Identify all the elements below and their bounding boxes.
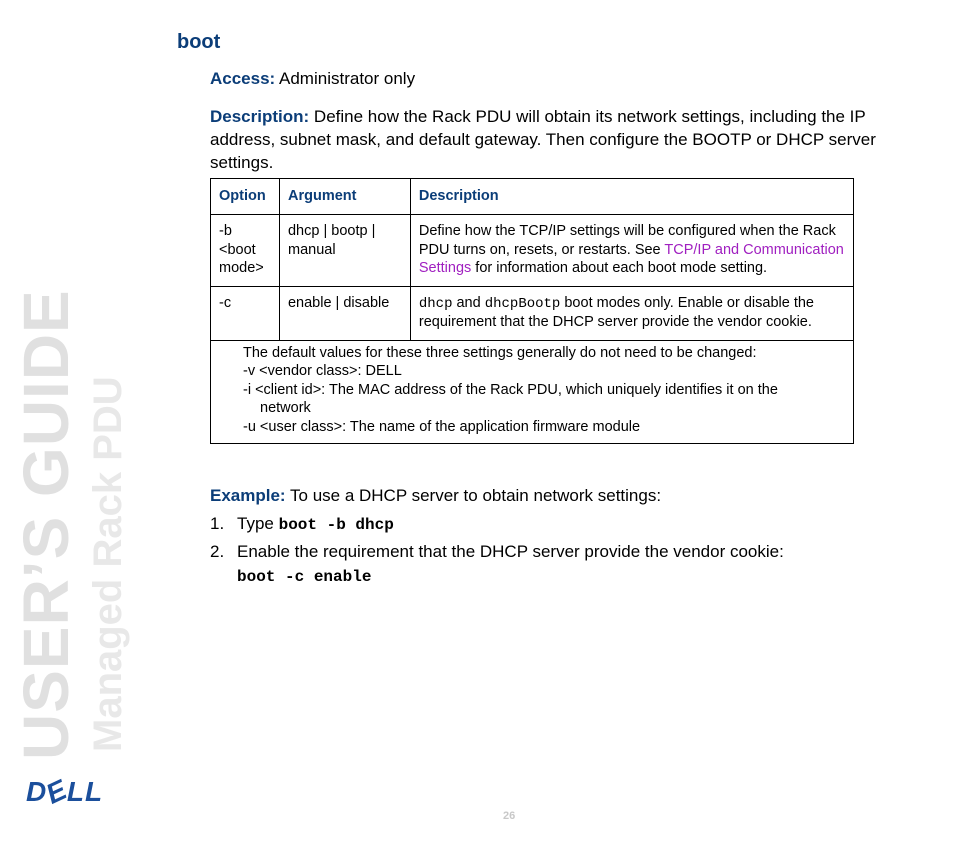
row-description — [410, 286, 853, 340]
code-dhcpbootp: dhcpBootp — [484, 295, 561, 312]
desc-text: and — [452, 294, 485, 311]
table-header-row — [211, 179, 854, 215]
step-code: boot -c enable — [237, 568, 372, 586]
row-argument: enable | disable — [279, 286, 410, 340]
row-option: -c — [211, 286, 280, 340]
note-line: -i <client id>: The MAC address of the Rack PDU, which uniquely identifies it on the — [243, 381, 778, 398]
dell-logo: DELL — [26, 773, 104, 810]
tcpip-settings-link[interactable]: TCP/IP and Communication Settings — [418, 241, 844, 276]
product-name-watermark: Managed Rack PDU — [86, 376, 130, 752]
description-label: Description: — [210, 107, 310, 126]
description-text: Define how the Rack PDU will obtain its network settings, including the IP address, subnet mask, and default gateway. Then configure the BOOTP or DHCP server settings. — [210, 107, 876, 172]
step-2-code — [237, 564, 371, 589]
note-line: -u <user class>: The name of the application firmware module — [243, 418, 641, 435]
access-label: Access: — [210, 69, 276, 88]
access-text: Administrator only — [279, 69, 416, 88]
page-number: 26 — [503, 810, 516, 822]
header-argument: Argument — [279, 179, 410, 215]
desc-text: for information about each boot mode setting. — [471, 260, 768, 276]
step-text: Type — [237, 514, 279, 533]
section-title: boot — [177, 31, 221, 53]
desc-text: Define how the TCP/IP settings will be configured when the Rack PDU turns on, resets, or restarts. See — [418, 223, 836, 258]
step-number: 2. — [210, 542, 225, 561]
row-option: -b <boot mode> — [211, 215, 280, 287]
row-argument: dhcp | bootp | manual — [279, 215, 410, 287]
note-line: network — [260, 400, 311, 416]
description-paragraph — [210, 105, 900, 174]
row-description — [410, 215, 853, 287]
table-row — [211, 215, 854, 287]
access-line — [210, 67, 900, 90]
example-label: Example: — [210, 486, 286, 505]
step-2 — [210, 540, 784, 563]
step-number: 1. — [210, 514, 225, 533]
header-option: Option — [211, 179, 280, 215]
desc-text: boot modes only. Enable or disable the requirement that the DHCP server provide the vendor cookie. — [418, 294, 814, 330]
options-table — [210, 178, 854, 444]
table-notes-row — [211, 340, 854, 444]
example-line — [210, 484, 900, 507]
note-line: The default values for these three settings generally do not need to be changed: — [243, 344, 757, 361]
step-text: Enable the requirement that the DHCP server provide the vendor cookie: — [237, 542, 784, 561]
table-row — [211, 286, 854, 340]
code-dhcp: dhcp — [418, 295, 453, 312]
note-line: -v <vendor class>: DELL — [243, 363, 402, 379]
users-guide-watermark: USER’S GUIDE — [10, 289, 82, 760]
step-1 — [210, 512, 394, 537]
step-code: boot -b dhcp — [278, 516, 394, 534]
header-description: Description — [410, 179, 853, 215]
notes-cell — [211, 340, 854, 444]
example-text: To use a DHCP server to obtain network settings: — [290, 486, 662, 505]
